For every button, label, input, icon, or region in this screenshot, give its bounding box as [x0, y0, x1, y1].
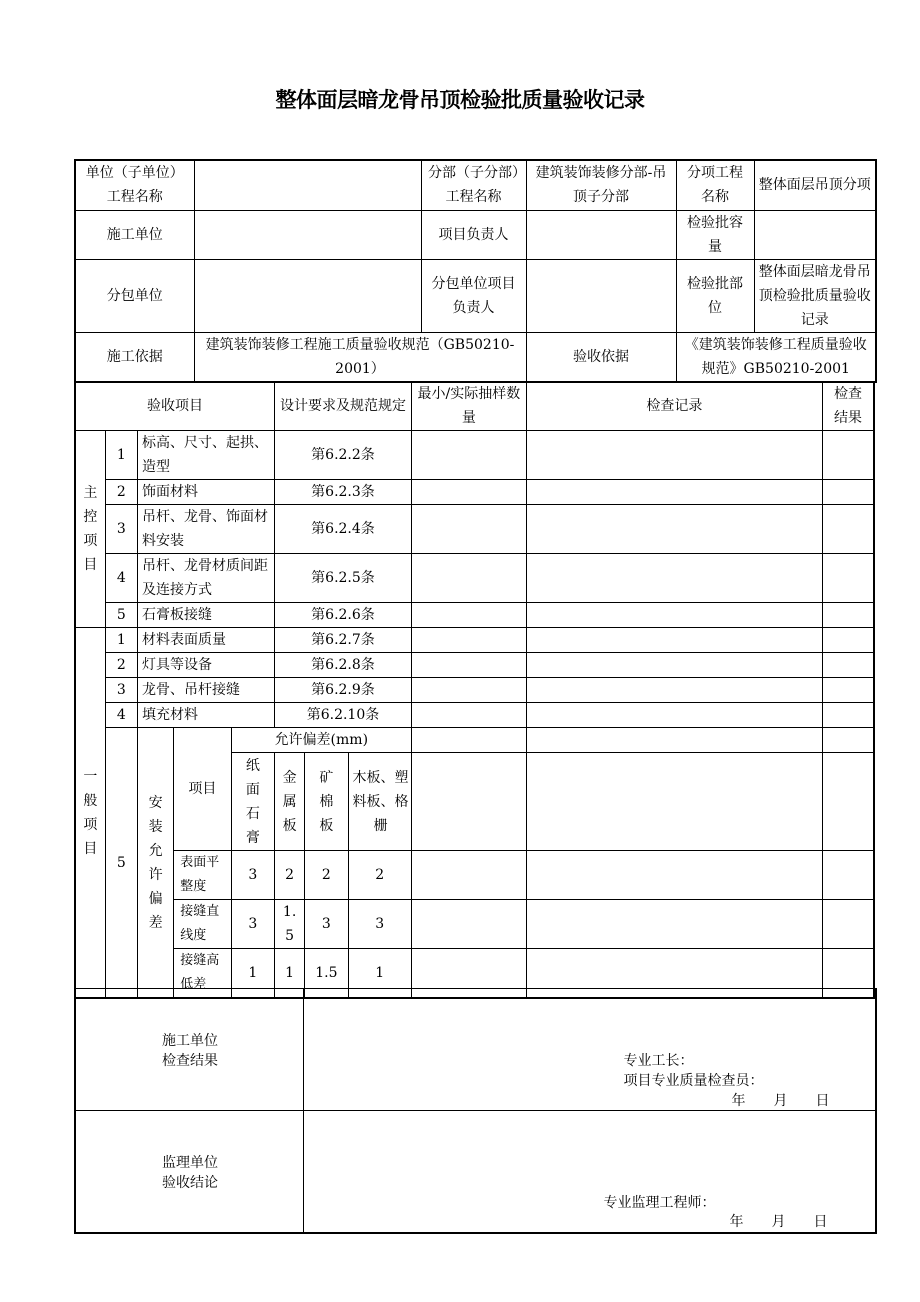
- col-header-sample: 最小/实际抽样数量: [411, 382, 526, 431]
- sample-cell[interactable]: [411, 431, 526, 480]
- basis-value[interactable]: 建筑装饰装修工程施工质量验收规范（GB50210-2001）: [194, 332, 526, 382]
- deviation-value: 3: [348, 900, 411, 949]
- sample-cell[interactable]: [411, 554, 526, 603]
- contractor-check-label: 施工单位 检查结果: [75, 989, 303, 1111]
- engineer-label: 专业监理工程师：: [603, 1195, 716, 1211]
- supervisor-conclusion-label: 监理单位 验收结论: [75, 1111, 303, 1233]
- item-no: 2: [105, 653, 137, 678]
- result-cell[interactable]: [823, 678, 874, 703]
- item-no: 5: [105, 603, 137, 628]
- record-cell[interactable]: [526, 900, 822, 949]
- date-label: 年 月 日: [729, 1214, 828, 1230]
- signature-table: [74, 988, 877, 1234]
- deviation-value: 1: [348, 949, 411, 999]
- item-clause: 第6.2.4条: [274, 505, 411, 554]
- deviation-item-label: 项目: [174, 728, 231, 851]
- result-cell[interactable]: [823, 628, 874, 653]
- sample-cell[interactable]: [411, 653, 526, 678]
- item-name: 填充材料: [137, 703, 274, 728]
- item-value[interactable]: 整体面层吊顶分项: [754, 160, 876, 210]
- sample-cell[interactable]: [411, 628, 526, 653]
- record-cell[interactable]: [526, 653, 822, 678]
- record-cell[interactable]: [526, 431, 822, 480]
- contractor-check-area[interactable]: [303, 989, 876, 1111]
- deviation-value: 1.5: [274, 900, 304, 949]
- result-cell[interactable]: [823, 753, 874, 851]
- basis-label: 施工依据: [75, 332, 194, 382]
- sample-cell[interactable]: [411, 728, 526, 753]
- record-cell[interactable]: [526, 554, 822, 603]
- allow-deviation-label: 允许偏差(mm): [231, 728, 411, 753]
- record-cell[interactable]: [526, 703, 822, 728]
- inspection-table: [74, 381, 875, 999]
- sub-pm-label: 分包单位项目负责人: [421, 259, 526, 332]
- item-no: 3: [105, 678, 137, 703]
- item-no: 4: [105, 554, 137, 603]
- deviation-row-name: 表面平整度: [174, 851, 231, 900]
- col-header-result: 检查结果: [823, 382, 874, 431]
- deviation-no: 5: [105, 728, 137, 999]
- sample-cell[interactable]: [411, 480, 526, 505]
- record-cell[interactable]: [526, 753, 822, 851]
- item-no: 2: [105, 480, 137, 505]
- item-clause: 第6.2.5条: [274, 554, 411, 603]
- item-no: 3: [105, 505, 137, 554]
- deviation-row-name: 接缝高低差: [174, 949, 231, 999]
- sample-cell[interactable]: [411, 678, 526, 703]
- general-group-label: 一般项目: [75, 628, 105, 999]
- result-cell[interactable]: [823, 728, 874, 753]
- record-cell[interactable]: [526, 505, 822, 554]
- result-cell[interactable]: [823, 703, 874, 728]
- deviation-value: 3: [305, 900, 348, 949]
- result-cell[interactable]: [823, 653, 874, 678]
- foreman-label: 专业工长：: [623, 1053, 694, 1069]
- subcontractor-label: 分包单位: [75, 259, 194, 332]
- date-label: 年 月 日: [731, 1093, 830, 1109]
- item-name: 龙骨、吊杆接缝: [137, 678, 274, 703]
- material-header: 纸面石膏: [231, 753, 274, 851]
- record-cell[interactable]: [526, 628, 822, 653]
- item-name: 灯具等设备: [137, 653, 274, 678]
- result-cell[interactable]: [823, 851, 874, 900]
- item-name: 石膏板接缝: [137, 603, 274, 628]
- subdiv-value[interactable]: 建筑装饰装修分部-吊顶子分部: [526, 160, 676, 210]
- capacity-value[interactable]: [754, 210, 876, 259]
- item-label: 分项工程名称: [676, 160, 754, 210]
- deviation-value: 3: [231, 851, 274, 900]
- item-clause: 第6.2.8条: [274, 653, 411, 678]
- record-cell[interactable]: [526, 678, 822, 703]
- result-cell[interactable]: [823, 900, 874, 949]
- item-clause: 第6.2.6条: [274, 603, 411, 628]
- supervisor-conclusion-area[interactable]: [303, 1111, 876, 1233]
- deviation-label: 安装允许偏差: [137, 728, 173, 999]
- sample-cell[interactable]: [411, 851, 526, 900]
- deviation-value: 1: [274, 949, 304, 999]
- inspector-label: 项目专业质量检查员：: [623, 1073, 764, 1089]
- item-no: 4: [105, 703, 137, 728]
- item-name: 吊杆、龙骨材质间距及连接方式: [137, 554, 274, 603]
- item-clause: 第6.2.7条: [274, 628, 411, 653]
- record-cell[interactable]: [526, 603, 822, 628]
- deviation-value: 2: [348, 851, 411, 900]
- deviation-value: 2: [305, 851, 348, 900]
- item-clause: 第6.2.9条: [274, 678, 411, 703]
- item-clause: 第6.2.2条: [274, 431, 411, 480]
- item-name: 标高、尺寸、起拱、造型: [137, 431, 274, 480]
- material-header: 金属板: [274, 753, 304, 851]
- unit-label: 单位（子单位）工程名称: [75, 160, 194, 210]
- result-cell[interactable]: [823, 505, 874, 554]
- col-header-item: 验收项目: [75, 382, 274, 431]
- result-cell[interactable]: [823, 431, 874, 480]
- subcontractor-value[interactable]: [194, 259, 421, 332]
- record-cell[interactable]: [526, 480, 822, 505]
- accept-value[interactable]: 《建筑装饰装修工程质量验收规范》GB50210-2001: [676, 332, 876, 382]
- contractor-label: 施工单位: [75, 210, 194, 259]
- sample-cell[interactable]: [411, 753, 526, 851]
- col-header-design: 设计要求及规范规定: [274, 382, 411, 431]
- capacity-label: 检验批容量: [676, 210, 754, 259]
- item-name: 材料表面质量: [137, 628, 274, 653]
- subdiv-label: 分部（子分部）工程名称: [421, 160, 526, 210]
- deviation-value: 2: [274, 851, 304, 900]
- item-name: 吊杆、龙骨、饰面材料安装: [137, 505, 274, 554]
- deviation-row-name: 接缝直线度: [174, 900, 231, 949]
- material-header: 木板、塑料板、格栅: [348, 753, 411, 851]
- result-cell[interactable]: [823, 480, 874, 505]
- page-title: 整体面层暗龙骨吊顶检验批质量验收记录: [275, 88, 645, 112]
- main-group-label: 主控项目: [75, 431, 105, 628]
- batch-part-value[interactable]: 整体面层暗龙骨吊顶检验批质量验收记录: [754, 259, 876, 332]
- item-name: 饰面材料: [137, 480, 274, 505]
- record-cell[interactable]: [526, 728, 822, 753]
- accept-label: 验收依据: [526, 332, 676, 382]
- material-header: 矿棉板: [305, 753, 348, 851]
- item-no: 1: [105, 628, 137, 653]
- sample-cell[interactable]: [411, 900, 526, 949]
- header-table: [74, 159, 877, 383]
- contractor-value[interactable]: [194, 210, 421, 259]
- pm-label: 项目负责人: [421, 210, 526, 259]
- col-header-record: 检查记录: [526, 382, 822, 431]
- sub-pm-value[interactable]: [526, 259, 676, 332]
- sample-cell[interactable]: [411, 505, 526, 554]
- result-cell[interactable]: [823, 554, 874, 603]
- result-cell[interactable]: [823, 603, 874, 628]
- item-clause: 第6.2.10条: [274, 703, 411, 728]
- deviation-value: 1.5: [305, 949, 348, 999]
- item-clause: 第6.2.3条: [274, 480, 411, 505]
- sample-cell[interactable]: [411, 703, 526, 728]
- deviation-value: 3: [231, 900, 274, 949]
- record-cell[interactable]: [526, 851, 822, 900]
- sample-cell[interactable]: [411, 603, 526, 628]
- deviation-value: 1: [231, 949, 274, 999]
- item-no: 1: [105, 431, 137, 480]
- pm-value[interactable]: [526, 210, 676, 259]
- batch-part-label: 检验批部位: [676, 259, 754, 332]
- unit-value[interactable]: [194, 160, 421, 210]
